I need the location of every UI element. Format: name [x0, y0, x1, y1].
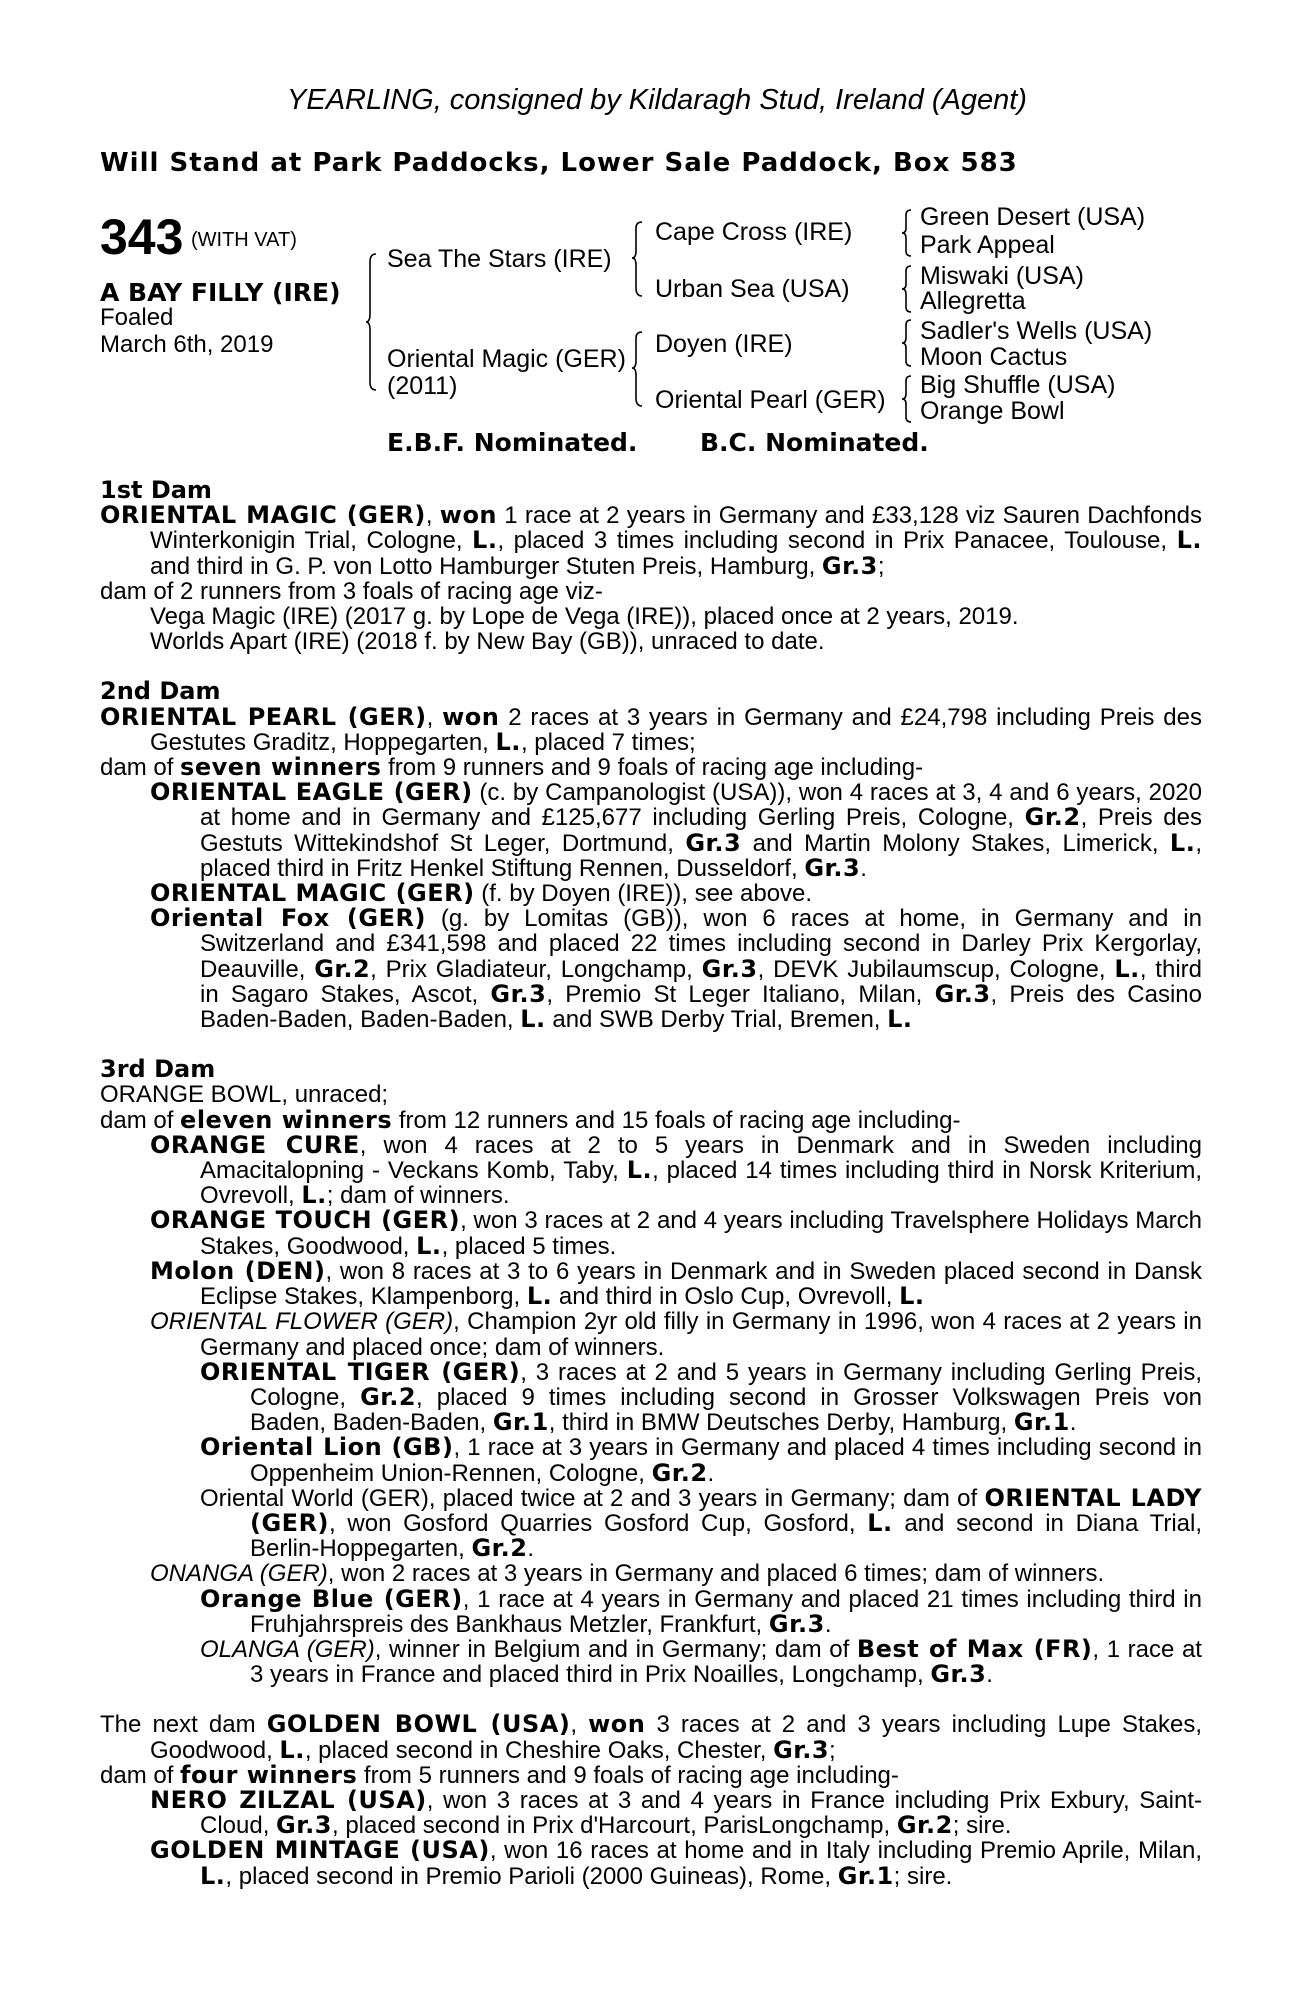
vat-note: (WITH VAT) — [191, 229, 297, 251]
produce-entry: ORIENTAL EAGLE (GER) (c. by Campanologist (USA)), won 4 races at 3, 4 and 6 years, 2020 at home and in Germany and £125,677 including Gerling Preis, Cologne, Gr.2, Preis des Gestuts Wittekindshof St Leger, Dortmund, Gr.3 and Martin Molony Stakes, Limerick, L., placed third in Fritz Henkel Stiftung Rennen, Dusseldorf, Gr.3. — [150, 778, 1203, 882]
bold-run: L. — [301, 1181, 327, 1210]
foaled-date: March 6th, 2019 — [100, 331, 274, 358]
bold-run: GOLDEN MINTAGE (USA) — [150, 1836, 490, 1865]
produce-entry: NERO ZILZAL (USA), won 3 races at 3 and 4 years in France including Prix Exbury, Saint-Cloud, Gr.3, placed second in Prix d'Harcourt, ParisLongchamp, Gr.2; sire. — [150, 1785, 1202, 1840]
bold-run: Gr.1 — [1013, 1408, 1070, 1437]
bold-run: won — [439, 501, 498, 530]
bold-run: L. — [1169, 828, 1196, 857]
lot-number: 343 — [100, 209, 184, 265]
produce-entry: ORIENTAL TIGER (GER), 3 races at 2 and 5 years in Germany including Gerling Preis, Cologne, Gr.2, placed 9 times including second in Grosser Volkswagen Preis von Baden, Baden-Baden, Gr.1, third in BMW Deutsches Derby, Hamburg, Gr.1. — [200, 1357, 1203, 1437]
pedigree-bracket-main — [366, 252, 380, 392]
bold-run: ORANGE CURE — [150, 1130, 360, 1159]
bold-run: ORIENTAL LADY (GER) — [250, 1483, 1202, 1537]
dam-history — [100, 478, 1202, 1889]
produce-entry: Molon (DEN), won 8 races at 3 to 6 years in Denmark and in Sweden placed second in Dansk Eclipse Stakes, Klampenborg, L. and third in Oslo Cup, Ovrevoll, L. — [150, 1256, 1202, 1311]
bold-run: NERO ZILZAL (USA) — [150, 1785, 427, 1814]
next-dam-record: The next dam GOLDEN BOWL (USA), won 3 races at 2 and 3 years including Lupe Stakes, Goodwood, L., placed second in Cheshire Oaks, Chester, Gr.3; — [100, 1710, 1202, 1764]
pedigree-sdd: Allegretta — [920, 287, 1026, 315]
bold-run: Gr.2 — [360, 1382, 417, 1411]
dam-record: ORIENTAL MAGIC (GER), won 1 race at 2 years in Germany and £33,128 viz Sauren Dachfonds Winterkonigin Trial, Cologne, L., placed 3 times including second in Prix Panacee, Toulouse, L. and third in G. P. von Lotto Hamburger Stuten Preis, Hamburg, Gr.3; — [100, 501, 1203, 580]
bold-run: Orange Blue (GER) — [200, 1584, 463, 1613]
produce-summary: dam of eleven winners from 12 runners and 15 foals of racing age including- — [100, 1105, 961, 1134]
section-heading-2nd-dam: 2nd Dam — [100, 677, 221, 706]
bold-run: L. — [200, 1861, 226, 1890]
dam-record: ORANGE BOWL, unraced; — [100, 1081, 389, 1109]
bold-run: Gr.3 — [768, 1609, 825, 1638]
bold-run: Oriental Lion (GB) — [200, 1433, 454, 1462]
bc-nomination: B.C. Nominated. — [700, 428, 929, 457]
horse-description: A BAY FILLY (IRE) — [100, 278, 341, 307]
bold-run: GOLDEN BOWL (USA) — [266, 1710, 571, 1739]
produce-entry: OLANGA (GER), winner in Belgium and in Germany; dam of Best of Max (FR), 1 race at 3 years in France and placed third in Prix Noailles, Longchamp, Gr.3. — [200, 1634, 1202, 1689]
produce-entry: ORANGE CURE, won 4 races at 2 to 5 years in Denmark and in Sweden including Amacitalopning - Veckans Komb, Taby, L., placed 14 times including third in Norsk Kriterium, Ovrevoll, L.; dam of winners. — [150, 1130, 1202, 1210]
pedigree-ddd: Orange Bowl — [920, 397, 1065, 425]
bold-run: Gr.3 — [934, 979, 991, 1008]
bold-run: won — [442, 702, 500, 731]
bold-run: Gr.3 — [701, 954, 758, 983]
bold-run: ORIENTAL TIGER (GER) — [200, 1357, 521, 1386]
bold-run: L. — [472, 526, 498, 555]
pedigree-sire-sire: Cape Cross (IRE) — [655, 218, 853, 246]
bold-run: L. — [495, 727, 521, 756]
pedigree-dam-year: (2011) — [387, 372, 458, 400]
bold-run: Gr.3 — [490, 979, 547, 1008]
pedigree-dsd: Moon Cactus — [920, 343, 1068, 371]
pedigree-dds: Big Shuffle (USA) — [920, 371, 1116, 399]
italic-run: OLANGA (GER) — [200, 1635, 375, 1663]
produce-summary: dam of seven winners from 9 runners and 9 foals of racing age including- — [100, 753, 924, 782]
bold-run: L. — [1114, 954, 1140, 983]
pedigree-dam-dam: Oriental Pearl (GER) — [655, 386, 886, 414]
ebf-nomination: E.B.F. Nominated. — [387, 428, 638, 457]
stand-location: Will Stand at Park Paddocks, Lower Sale Paddock, Box 583 — [100, 148, 1018, 178]
bold-run: Best of Max (FR) — [856, 1634, 1093, 1663]
bold-run: ORIENTAL PEARL (GER) — [100, 702, 427, 731]
bold-run: Gr.3 — [930, 1660, 987, 1689]
bold-run: four winners — [180, 1760, 358, 1789]
bold-run: Gr.1 — [492, 1408, 549, 1437]
italic-run: ORIENTAL FLOWER (GER) — [150, 1308, 454, 1336]
bold-run: L. — [416, 1231, 442, 1260]
bold-run: Oriental Fox (GER) — [150, 904, 426, 933]
pedigree-sire: Sea The Stars (IRE) — [387, 245, 612, 273]
foaled-label: Foaled — [100, 304, 174, 331]
bold-run: L. — [626, 1156, 653, 1185]
bold-run: seven winners — [180, 753, 382, 782]
bold-run: L. — [526, 1282, 553, 1311]
produce-summary: dam of four winners from 5 runners and 9 foals of racing age including- — [100, 1760, 899, 1789]
bold-run: Gr.2 — [314, 954, 371, 983]
pedigree-bracket-ds — [902, 318, 914, 368]
catalogue-header: YEARLING, consigned by Kildaragh Stud, Ireland (Agent) — [287, 84, 1027, 116]
dam-record: ORIENTAL PEARL (GER), won 2 races at 3 years in Germany and £24,798 including Preis des Gestutes Graditz, Hoppegarten, L., placed 7 times; — [100, 702, 1202, 756]
bold-run: Gr.2 — [471, 1534, 528, 1563]
bold-run: Molon (DEN) — [150, 1256, 326, 1285]
bold-run: Gr.3 — [685, 828, 742, 857]
pedigree-dam: Oriental Magic (GER) — [387, 345, 626, 373]
produce-entry: ONANGA (GER), won 2 races at 3 years in Germany and placed 6 times; dam of winners. — [150, 1560, 1105, 1588]
produce-entry: Oriental Lion (GB), 1 race at 3 years in Germany and placed 4 times including second in Oppenheim Union-Rennen, Cologne, Gr.2. — [200, 1433, 1202, 1487]
pedigree-dss: Sadler's Wells (USA) — [920, 317, 1153, 345]
bold-run: L. — [887, 1005, 913, 1034]
section-heading-1st-dam: 1st Dam — [100, 476, 212, 504]
pedigree-sss: Green Desert (USA) — [920, 203, 1146, 231]
produce-entry: GOLDEN MINTAGE (USA), won 16 races at home and in Italy including Premio Aprile, Milan, L., placed second in Premio Parioli (2000 Guineas), Rome, Gr.1; sire. — [150, 1836, 1203, 1890]
bold-run: L. — [899, 1282, 925, 1311]
bold-run: Gr.3 — [276, 1811, 332, 1840]
bold-run: Gr.3 — [804, 853, 861, 882]
bold-run: Gr.2 — [896, 1811, 953, 1840]
bold-run: Gr.3 — [821, 551, 878, 580]
pedigree-sds: Miswaki (USA) — [920, 262, 1084, 290]
bold-run: Gr.1 — [837, 1861, 894, 1890]
produce-summary: dam of 2 runners from 3 foals of racing age viz- — [100, 577, 603, 605]
produce-entry: ORANGE TOUCH (GER), won 3 races at 2 and 4 years including Travelsphere Holidays March Stakes, Goodwood, L., placed 5 times. — [150, 1206, 1202, 1260]
pedigree-sire-dam: Urban Sea (USA) — [655, 275, 850, 303]
section-heading-3rd-dam: 3rd Dam — [100, 1055, 216, 1084]
italic-run: ONANGA (GER) — [150, 1560, 328, 1588]
bold-run: Gr.3 — [773, 1735, 830, 1764]
produce-entry: Worlds Apart (IRE) (2018 f. by New Bay (GB)), unraced to date. — [150, 628, 825, 656]
bold-run: L. — [520, 1005, 546, 1034]
produce-entry: Oriental World (GER), placed twice at 2 and 3 years in Germany; dam of ORIENTAL LADY (GER), won Gosford Quarries Gosford Cup, Gosford, L. and second in Diana Trial, Berlin-Hoppegarten, Gr.2. — [200, 1483, 1203, 1563]
bold-run: ORIENTAL MAGIC (GER) — [150, 879, 475, 908]
bold-run: Gr.2 — [651, 1458, 708, 1487]
pedigree-bracket-sd — [902, 264, 914, 314]
bold-run: ORIENTAL MAGIC (GER) — [100, 501, 426, 530]
pedigree-bracket-sire — [632, 220, 646, 298]
bold-run: L. — [867, 1508, 893, 1537]
produce-entry: ORIENTAL FLOWER (GER), Champion 2yr old filly in Germany in 1996, won 4 races at 2 years in Germany and placed once; dam of winners. — [150, 1308, 1202, 1361]
bold-run: ORANGE TOUCH (GER) — [150, 1206, 461, 1235]
pedigree-ssd: Park Appeal — [920, 231, 1055, 259]
pedigree-bracket-dd — [902, 374, 914, 424]
pedigree-bracket-ss — [902, 208, 914, 258]
bold-run: L. — [1176, 526, 1202, 555]
pedigree-bracket-dam — [632, 330, 646, 408]
produce-entry: ORIENTAL MAGIC (GER) (f. by Doyen (IRE)), see above. — [150, 879, 813, 908]
produce-entry: Orange Blue (GER), 1 race at 4 years in Germany and placed 21 times including third in Fruhjahrspreis des Bankhaus Metzler, Frankfurt, Gr.3. — [200, 1584, 1202, 1638]
produce-entry: Vega Magic (IRE) (2017 g. by Lope de Vega (IRE)), placed once at 2 years, 2019. — [150, 603, 1019, 631]
bold-run: Gr.2 — [1024, 803, 1081, 832]
bold-run: eleven winners — [180, 1105, 393, 1134]
pedigree-dam-sire: Doyen (IRE) — [655, 330, 793, 358]
produce-entry: Oriental Fox (GER) (g. by Lomitas (GB)), won 6 races at home, in Germany and in Switzerland and £341,598 and placed 22 times including second in Darley Prix Kergorlay, Deauville, Gr.2, Prix Gladiateur, Longchamp, Gr.3, DEVK Jubilaumscup, Cologne, L., third in Sagaro Stakes, Ascot, Gr.3, Premio St Leger Italiano, Milan, Gr.3, Preis des Casino Baden-Baden, Baden-Baden, L. and SWB Derby Trial, Bremen, L. — [150, 904, 1202, 1034]
bold-run: ORIENTAL EAGLE (GER) — [150, 778, 473, 807]
bold-run: won — [588, 1710, 646, 1739]
bold-run: L. — [279, 1735, 305, 1764]
